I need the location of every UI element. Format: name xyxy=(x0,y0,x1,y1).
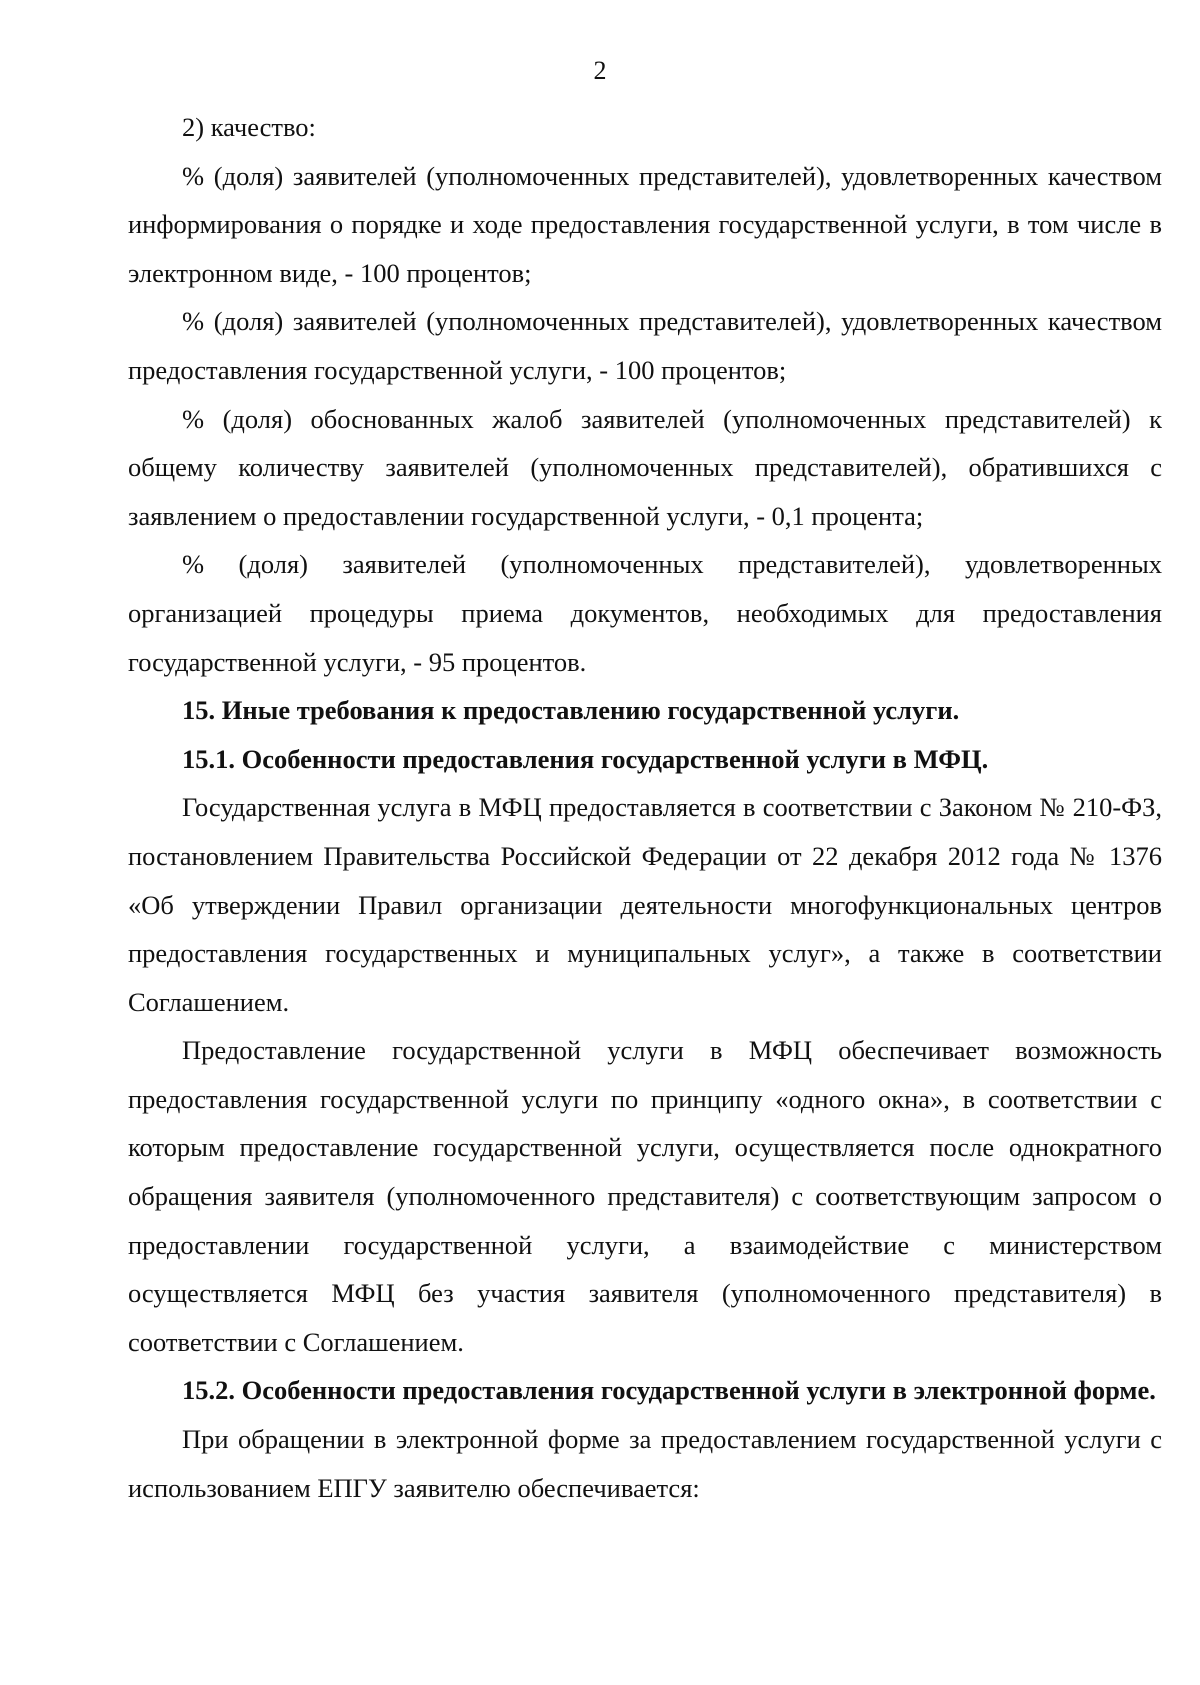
paragraph-epgu: При обращении в электронной форме за предоставлением государственной услуги с использованием ЕПГУ заявителю обеспечивается: xyxy=(128,1424,1162,1503)
page-number: 2 xyxy=(593,56,607,85)
section-heading-15-1: 15.1. Особенности предоставления государственной услуги в МФЦ. xyxy=(182,743,989,774)
paragraph-informing-quality: % (доля) заявителей (уполномоченных представителей), удовлетворенных качеством информирования о порядке и ходе предоставления государственной услуги, в том числе в электронном виде, - 100 процентов; xyxy=(128,160,1162,288)
paragraph-one-window: Предоставление государственной услуги в МФЦ обеспечивает возможность предоставления государственной услуги по принципу «одного окна», в соответствии с которым предоставление государственной услуги, осуществляется после однократного обращения заявителя (уполномоченного представителя) с соответствующим запросом о предоставлении государственной услуги, а взаимодействие с министерством осуществляется МФЦ без участия заявителя (уполномоченного представителя) в соответствии с Соглашением. xyxy=(128,1035,1162,1357)
document-body xyxy=(128,103,1162,1512)
paragraph-service-quality: % (доля) заявителей (уполномоченных представителей), удовлетворенных качеством предоставления государственной услуги, - 100 процентов; xyxy=(128,306,1162,385)
paragraph-complaints: % (доля) обоснованных жалоб заявителей (уполномоченных представителей) к общему количеству заявителей (уполномоченных представителей), обратившихся с заявлением о предоставлении государственной услуги, - 0,1 процента; xyxy=(128,403,1162,531)
list-item-quality: 2) качество: xyxy=(182,112,316,142)
paragraph-document-reception: % (доля) заявителей (уполномоченных представителей), удовлетворенных организацией процедуры приема документов, необходимых для предоставления государственной услуги, - 95 процентов. xyxy=(128,549,1162,677)
paragraph-mfc-law: Государственная услуга в МФЦ предоставляется в соответствии с Законом № 210-ФЗ, постановлением Правительства Российской Федерации от 22 декабря 2012 года № 1376 «Об утверждении Правил организации деятельности многофункциональных центров предоставления государственных и муниципальных услуг», а также в соответствии Соглашением. xyxy=(128,792,1162,1017)
section-heading-15: 15. Иные требования к предоставлению государственной услуги. xyxy=(182,695,960,726)
section-heading-15-2: 15.2. Особенности предоставления государственной услуги в электронной форме. xyxy=(182,1375,1156,1406)
